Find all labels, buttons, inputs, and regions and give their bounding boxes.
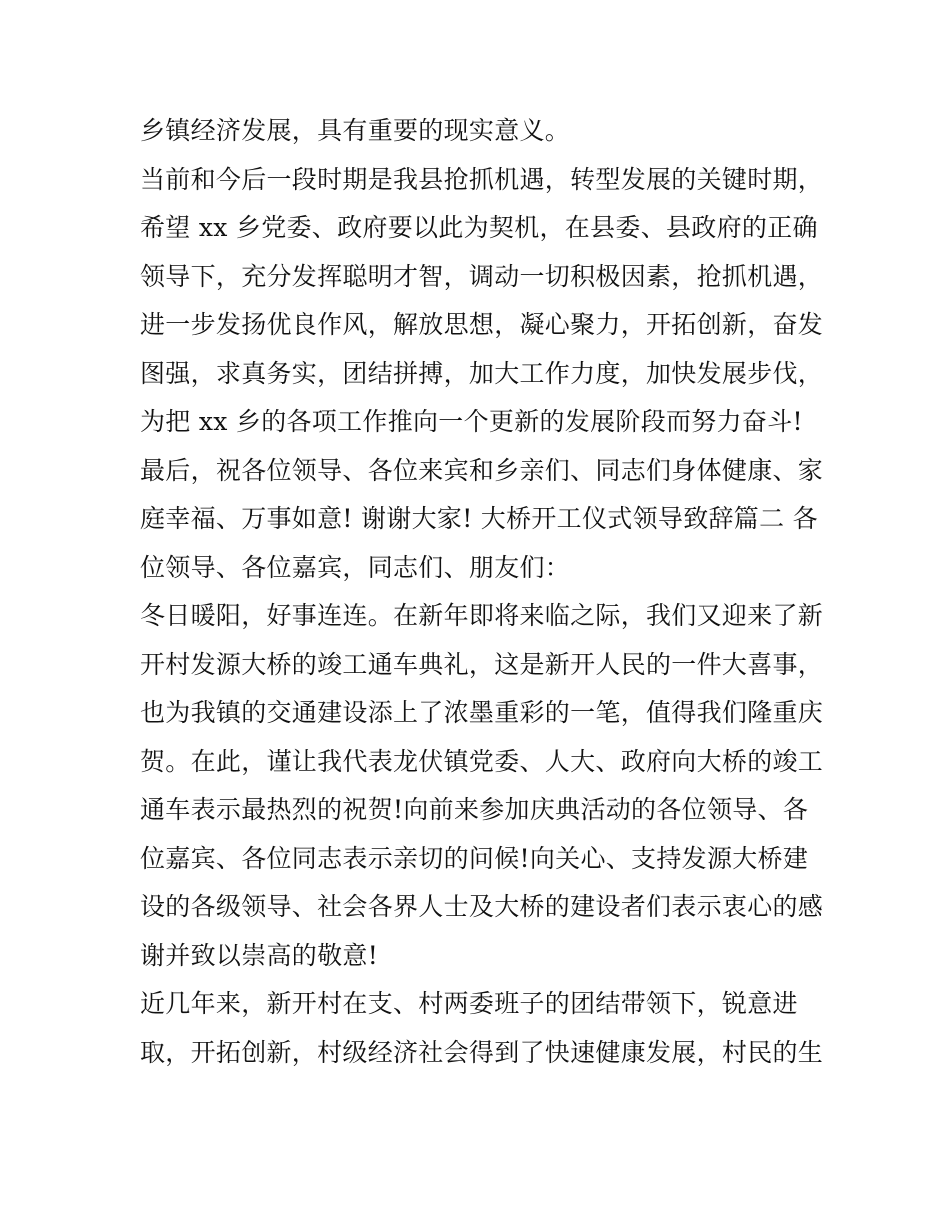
text-line: 乡镇经济发展，具有重要的现实意义。 (140, 116, 571, 145)
text-line: 领导下，充分发挥聪明才智，调动一切积极因素，抢抓机遇， (140, 261, 824, 291)
text-line: 庭幸福、万事如意! 谢谢大家! 大桥开工仪式领导致辞篇二 各 (140, 504, 818, 533)
text-line: 设的各级领导、社会各界人士及大桥的建设者们表示衷心的感 (140, 892, 824, 921)
text-line: 进一步发扬优良作风，解放思想，凝心聚力，开拓创新，奋发 (140, 310, 824, 339)
text-line: 图强，求真务实，团结拼搏，加大工作力度，加快发展步伐， (140, 358, 824, 388)
text-line: 冬日暖阳，好事连连。在新年即将来临之际，我们又迎来了新 (140, 601, 824, 630)
text-line: 通车表示最热烈的祝贺!向前来参加庆典活动的各位领导、各 (140, 795, 809, 824)
body-text (140, 107, 824, 1077)
text-line: 取，开拓创新，村级经济社会得到了快速健康发展，村民的生 (140, 1037, 824, 1067)
text-line: 开村发源大桥的竣工通车典礼，这是新开人民的一件大喜事， (140, 649, 824, 679)
text-line: 位领导、各位嘉宾，同志们、朋友们： (140, 552, 571, 582)
text-line: 近几年来，新开村在支、村两委班子的团结带领下，锐意进 (140, 989, 798, 1018)
text-line: 谢并致以崇高的敬意! (140, 940, 379, 970)
text-line: 希望 xx 乡党委、政府要以此为契机，在县委、县政府的正确 (140, 213, 818, 242)
text-line: 位嘉宾、各位同志表示亲切的问候!向关心、支持发源大桥建 (140, 843, 809, 873)
text-line: 为把 xx 乡的各项工作推向一个更新的发展阶段而努力奋斗! (140, 407, 803, 436)
text-line: 当前和今后一段时期是我县抢抓机遇，转型发展的关键时期， (140, 164, 824, 194)
text-line: 最后，祝各位领导、各位来宾和乡亲们、同志们身体健康、家 (140, 455, 824, 485)
text-line: 也为我镇的交通建设添上了浓墨重彩的一笔，值得我们隆重庆 (140, 698, 824, 727)
text-line: 贺。在此，谨让我代表龙伏镇党委、人大、政府向大桥的竣工 (140, 746, 824, 776)
